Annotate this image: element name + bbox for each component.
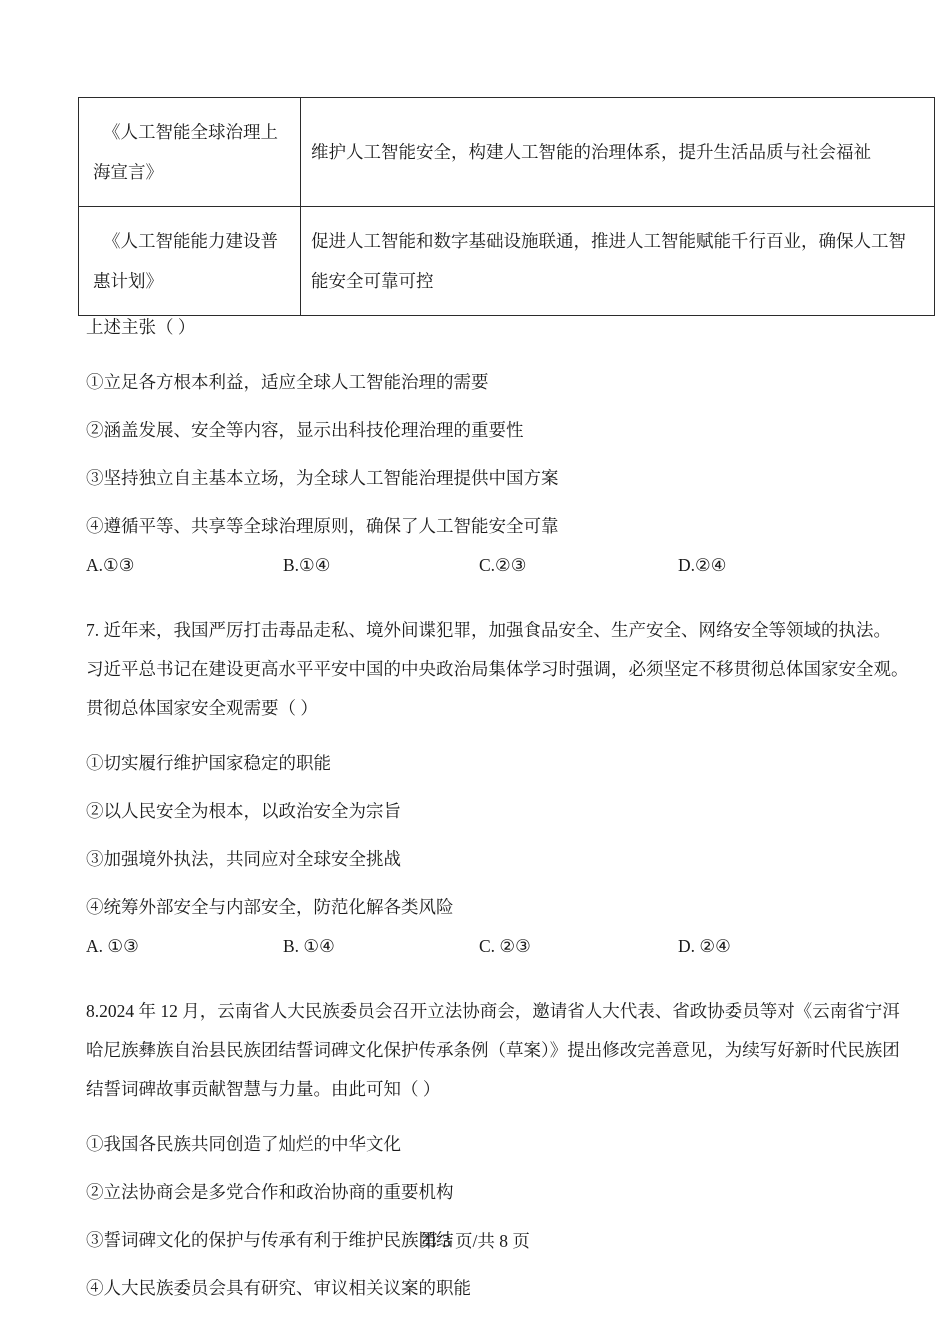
question6-prompt: 上述主张（ ）	[86, 317, 196, 337]
question8-stem-line-1: 8.2024 年 12 月，云南省人大民族委员会召开立法协商会，邀请省人大代表、省政协委员等对《云南省宁洱	[86, 1001, 900, 1021]
question6-item-1: ①立足各方根本利益，适应全球人工智能治理的需要	[86, 372, 489, 392]
question7-stem-line-2: 习近平总书记在建设更高水平平安中国的中央政治局集体学习时强调，必须坚定不移贯彻总体国家安全观。	[86, 659, 909, 679]
question6-option-a[interactable]: A.①③	[86, 555, 135, 575]
question7-option-c[interactable]: C. ②③	[479, 936, 531, 956]
question8-item-2: ②立法协商会是多党合作和政治协商的重要机构	[86, 1182, 454, 1202]
question6-option-d[interactable]: D.②④	[678, 555, 727, 575]
question7-option-b[interactable]: B. ①④	[283, 936, 335, 956]
question7-item-2: ②以人民安全为根本，以政治安全为宗旨	[86, 801, 401, 821]
table-cell-document-name: 《人工智能全球治理上海宣言》	[79, 98, 301, 207]
question8-stem-line-3: 结誓词碑故事贡献智慧与力量。由此可知（ ）	[86, 1079, 441, 1099]
question6-item-2: ②涵盖发展、安全等内容，显示出科技伦理治理的重要性	[86, 420, 524, 440]
page-footer	[0, 1228, 950, 1253]
table-cell-document-description: 促进人工智能和数字基础设施联通，推进人工智能赋能千行百业，确保人工智能安全可靠可控	[301, 207, 935, 316]
question-body	[86, 308, 909, 1309]
question6-item-4: ④遵循平等、共享等全球治理原则，确保了人工智能安全可靠	[86, 516, 559, 536]
question6-item-3: ③坚持独立自主基本立场，为全球人工智能治理提供中国方案	[86, 468, 559, 488]
question8-stem-line-2: 哈尼族彝族自治县民族团结誓词碑文化保护传承条例（草案）》提出修改完善意见，为续写好新时代民族团	[86, 1040, 900, 1060]
table-row	[79, 207, 935, 316]
question7-options	[86, 936, 886, 972]
question8-item-1: ①我国各民族共同创造了灿烂的中华文化	[86, 1134, 401, 1154]
question8-item-4: ④人大民族委员会具有研究、审议相关议案的职能	[86, 1278, 471, 1298]
question7-item-3: ③加强境外执法，共同应对全球安全挑战	[86, 849, 401, 869]
table-row	[79, 98, 935, 207]
question7-item-1: ①切实履行维护国家稳定的职能	[86, 753, 331, 773]
question6-options	[86, 555, 886, 591]
table-cell-document-description: 维护人工智能安全，构建人工智能的治理体系，提升生活品质与社会福祉	[301, 98, 935, 207]
table-cell-document-name: 《人工智能能力建设普惠计划》	[79, 207, 301, 316]
question7-option-a[interactable]: A. ①③	[86, 936, 139, 956]
page-number-label: 第 3 页/共 8 页	[420, 1231, 530, 1251]
question7-stem-line-3: 贯彻总体国家安全观需要（ ）	[86, 698, 318, 718]
question7-stem-line-1: 7. 近年来，我国严厉打击毒品走私、境外间谍犯罪，加强食品安全、生产安全、网络安全等领域的执法。	[86, 620, 891, 640]
question6-option-c[interactable]: C.②③	[479, 555, 527, 575]
ai-initiatives-table	[78, 97, 935, 316]
question7-item-4: ④统筹外部安全与内部安全，防范化解各类风险	[86, 897, 454, 917]
question7-option-d[interactable]: D. ②④	[678, 936, 731, 956]
question6-option-b[interactable]: B.①④	[283, 555, 331, 575]
question8-item-3: ③誓词碑文化的保护与传承有利于维护民族团结	[86, 1230, 454, 1250]
